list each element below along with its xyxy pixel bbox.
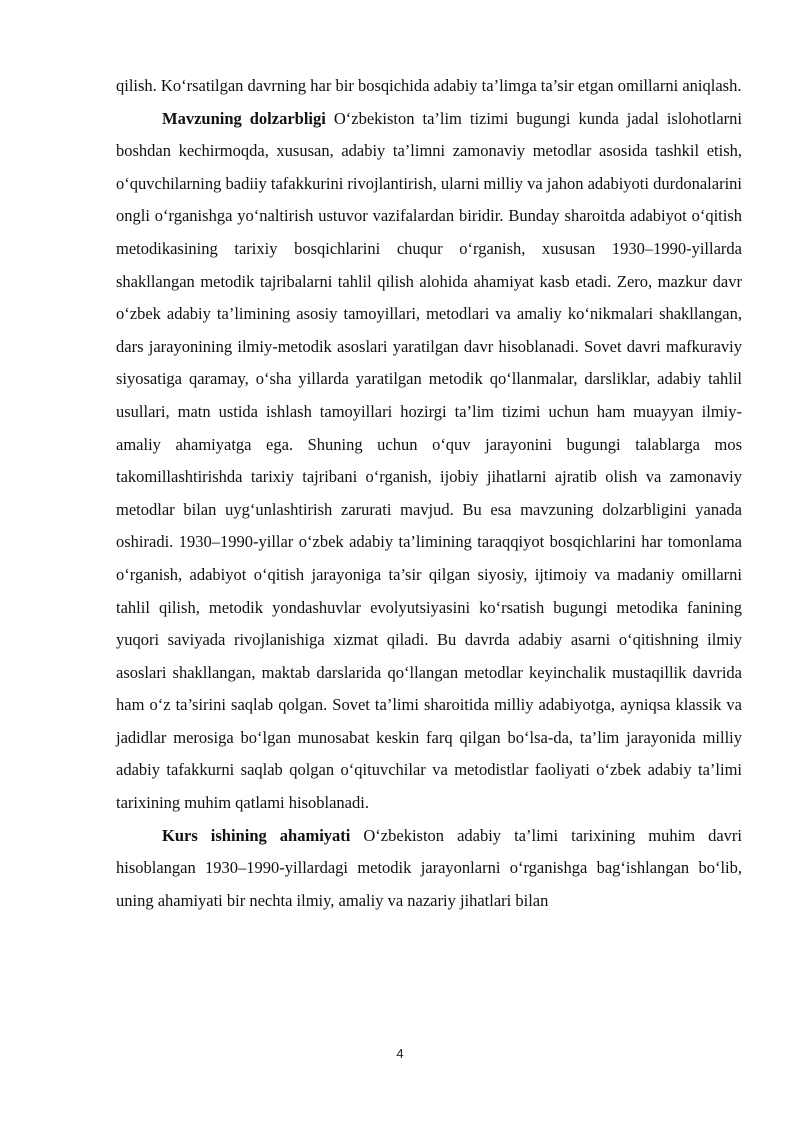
- paragraph-text: O‘zbekiston adabiy ta’limi tarixining muhim davri hisoblangan 1930–1990-yillardagi metodik jarayonlarni o‘rganishga bag‘ishlangan bo‘lib, uning ahamiyati bir nechta ilmiy, amaliy va nazariy jihatlari bilan: [116, 825, 742, 910]
- paragraph-intro-continuation: [116, 70, 742, 103]
- paragraph-topic-relevance: [116, 103, 742, 820]
- section-heading-significance: Kurs ishining ahamiyati: [162, 825, 351, 845]
- paragraph-text: qilish. Ko‘rsatilgan davrning har bir bosqichida adabiy ta’limga ta’sir etgan omillarni aniqlash.: [116, 76, 742, 95]
- paragraph-course-significance: [116, 820, 742, 918]
- document-page: [116, 70, 742, 917]
- page-number: 4: [396, 1046, 404, 1061]
- paragraph-text: O‘zbekiston ta’lim tizimi bugungi kunda jadal islohotlarni boshdan kechirmoqda, xususan, adabiy ta’limni zamonaviy metodlar asosida tashkil etish, o‘quvchilarning badiiy tafakkurini rivojlantirish, ularni milliy va jahon adabiyoti durdonalarini ongli o‘rganishga yo‘naltirish ustuvor vazifalardan biridir. Bunday sharoitda adabiyot o‘qitish metodikasining tarixiy bosqichlarini chuqur o‘rganish, xususan 1930–1990-yillarda shakllangan metodik tajribalarni tahlil qilish alohida ahamiyat kasb etadi. Zero, mazkur davr o‘zbek adabiy ta’limining asosiy tamoyillari, metodlari va amaliy ko‘nikmalari shakllangan, dars jarayonining ilmiy-metodik asoslari yaratilgan davr hisoblanadi. Sovet davri mafkuraviy siyosatiga qaramay, o‘sha yillarda yaratilgan metodik qo‘llanmalar, darsliklar, adabiy tahlil usullari, matn ustida ishlash tamoyillari hozirgi ta’lim tizimi uchun ham muayyan ilmiy-amaliy ahamiyatga ega. Shuning uchun o‘quv jarayonini bugungi talablarga mos takomillashtirishda tarixiy tajribani o‘rganish, ijobiy jihatlarni ajratib olish va zamonaviy metodlar bilan uyg‘unlashtirish zarurati mavjud. Bu esa mavzuning dolzarbligini yanada oshiradi. 1930–1990-yillar o‘zbek adabiy ta’limining taraqqiyot bosqichlarini har tomonlama o‘rganish, adabiyot o‘qitish jarayoniga ta’sir qilgan siyosiy, ijtimoiy va madaniy omillarni tahlil qilish, metodik yondashuvlar evolyutsiyasini ko‘rsatish bugungi metodika fanining yuqori saviyada rivojlanishiga xizmat qiladi. Bu davrda adabiy asarni o‘qitishning ilmiy asoslari shakllangan, maktab darslarida qo‘llangan metodlar keyinchalik mustaqillik davrida ham o‘z ta’sirini saqlab qolgan. Sovet ta’limi sharoitida milliy adabiyotga, ayniqsa klassik va jadidlar merosiga bo‘lgan munosabat keskin farq qilgan bo‘lsa-da, ta’lim jarayonida milliy adabiy tafakkurni saqlab qolgan o‘qituvchilar va metodistlar faoliyati o‘zbek adabiy ta’limi tarixining muhim qatlami hisoblanadi.: [116, 108, 742, 813]
- section-heading-relevance: Mavzuning dolzarbligi: [162, 108, 326, 128]
